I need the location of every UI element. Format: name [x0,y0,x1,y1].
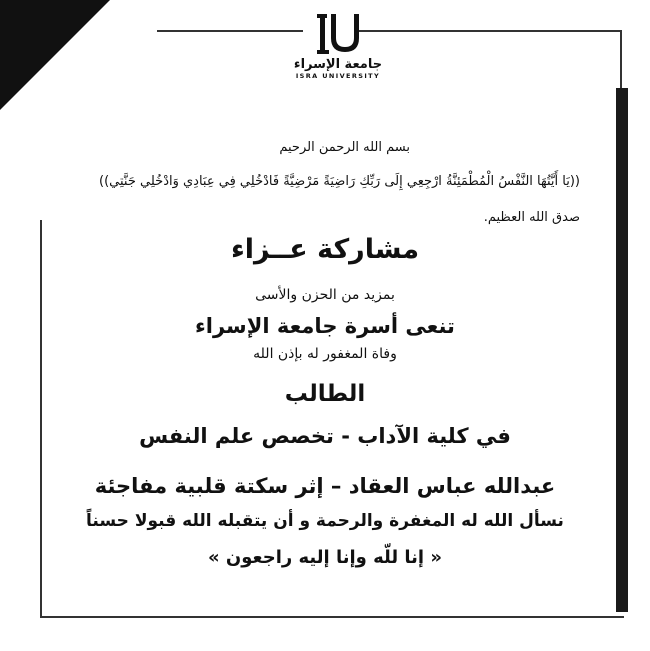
page-title: مشاركة عــزاء [230,234,420,265]
logo-english-name: ISRA UNIVERSITY [295,72,381,80]
grief-line: بمزيد من الحزن والأسى [255,287,395,303]
university-family-line: تنعى أسرة جامعة الإسراء [195,314,455,338]
frame-bottom-line [40,616,624,618]
frame-right-line [620,30,622,88]
prayer-line: نسأل الله له المغفرة والرحمة و أن يتقبله الله قبولا حسناً [86,511,564,531]
student-label: الطالب [284,381,366,407]
corner-triangle-decoration [0,0,110,110]
death-line: وفاة المغفور له بإذن الله [253,346,397,362]
quran-verse: ((يَا أَيَّتُهَا النَّفْسُ الْمُطْمَئِنَّةُ ارْجِعِي إِلَى رَبِّكِ رَاضِيَةً مَرْضِيَّةً فَادْخُلِي فِي عِبَادِي وَادْخُلِي جَنَّتِي)) [99,174,580,189]
logo-arabic-name: جامعة الإسراء [293,57,383,72]
basmala: بسم الله الرحمن الرحيم [279,140,410,155]
university-logo [288,12,388,81]
deceased-name-line: عبدالله عباس العقاد – إثر سكتة قلبية مفاجئة [94,474,556,498]
sadaq-allah: صدق الله العظيم. [483,210,580,225]
closing-phrase: « إنا للّه وإنا إليه راجعون » [208,547,442,568]
frame-top-left-line [157,30,303,32]
faculty-line: في كلية الآداب - تخصص علم النفس [139,424,511,448]
frame-top-right-line [358,30,622,32]
iu-logo-icon [315,12,361,56]
